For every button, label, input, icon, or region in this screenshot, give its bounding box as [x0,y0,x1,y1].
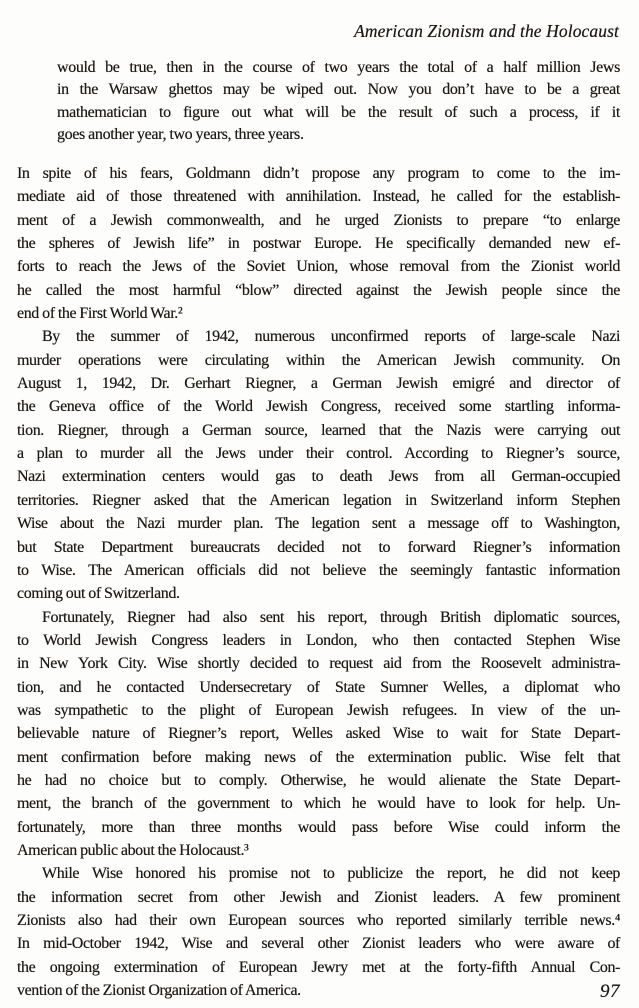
text-line: Fortunately, Riegner had also sent his report, through British diplomatic sources, [42,608,620,626]
block-quote [57,57,620,147]
text-line: By the summer of 1942, numerous unconfirmed reports of large-scale Nazi [42,328,620,346]
text-line: the ongoing extermination of European Jewry met at the forty-fifth Annual Con- [17,958,620,976]
text-line: end of the First World War.² [17,305,183,323]
text-line: believable nature of Riegner’s report, Welles asked Wise to wait for State Depart- [17,725,620,743]
text-line: In mid-October 1942, Wise and several other Zionist leaders who were aware of [17,935,620,953]
text-line: In spite of his fears, Goldmann didn’t propose any program to come to the im- [17,165,620,182]
text-line: tion. Riegner, through a German source, learned that the Nazis were carrying out [17,421,620,439]
text-line: territories. Riegner asked that the American legation in Switzerland inform Stephen [17,491,620,509]
text-line: ment confirmation before making news of the extermination public. Wise felt that [17,748,620,766]
text-line: but State Department bureaucrats decided not to forward Riegner’s information [17,538,620,556]
text-line: Nazi extermination centers would gas to death Jews from all German-occupied [17,468,620,486]
text-line: the Geneva office of the World Jewish Congress, received some startling informa- [17,398,620,416]
quote-line: would be true, then in the course of two years the total of a half million Jews [57,59,620,76]
text-line: to World Jewish Congress leaders in London, who then contacted Stephen Wise [17,631,620,649]
paragraph [17,606,620,863]
page-number: 97 [600,981,620,1002]
text-line: he had no choice but to comply. Otherwise, he would alienate the State Depart- [17,771,620,789]
text-line: While Wise honored his promise not to publicize the report, he did not keep [42,865,620,883]
text-line: Wise about the Nazi murder plan. The legation sent a message off to Washington, [17,515,620,533]
text-line: Zionists also had their own European sources who reported similarly terrible news.⁴ [17,912,620,929]
text-line: in New York City. Wise shortly decided to request aid from the Roosevelt administra- [17,655,620,673]
paragraph [17,862,620,1002]
body-text [17,162,620,1002]
text-line: fortunately, more than three months would pass before Wise could inform the [17,818,620,836]
paragraph [17,325,620,605]
text-line: ment, the branch of the government to which he would have to look for help. Un- [17,795,620,813]
quote-line: in the Warsaw ghettos may be wiped out. Now you don’t have to be a great [57,81,620,99]
text-line: August 1, 1942, Dr. Gerhart Riegner, a German Jewish emigré and director of [17,375,620,393]
text-line: tion, and he contacted Undersecretary of State Sumner Welles, a diplomat who [17,678,620,696]
text-line: he called the most harmful “blow” directed against the Jewish people since the [17,281,620,299]
text-line: the spheres of Jewish life” in postwar Europe. He specifically demanded new ef- [17,235,620,253]
text-line: ment of a Jewish commonwealth, and he urged Zionists to prepare “to enlarge [17,211,620,229]
text-line: murder operations were circulating within the American Jewish community. On [17,351,620,369]
running-head: American Zionism and the Holocaust [354,21,619,41]
text-line: the information secret from other Jewish and Zionist leaders. A few prominent [17,888,620,906]
text-line: forts to reach the Jews of the Soviet Union, whose removal from the Zionist world [17,258,620,276]
quote-line: goes another year, two years, three years. [57,126,304,144]
text-line: vention of the Zionist Organization of America. [17,982,301,1000]
paragraph [17,162,620,325]
text-line: was sympathetic to the plight of European Jewish refugees. In view of the un- [17,701,620,719]
text-line: to Wise. The American officials did not believe the seemingly fantastic information [17,561,620,579]
text-line: coming out of Switzerland. [17,585,180,603]
quote-line: mathematician to figure out what will be the result of such a process, if it [57,103,620,121]
text-line: mediate aid of those threatened with annihilation. Instead, he called for the establish- [17,188,620,206]
text-line: a plan to murder all the Jews under their control. According to Riegner’s source, [17,445,620,463]
text-line: American public about the Holocaust.³ [17,841,249,859]
